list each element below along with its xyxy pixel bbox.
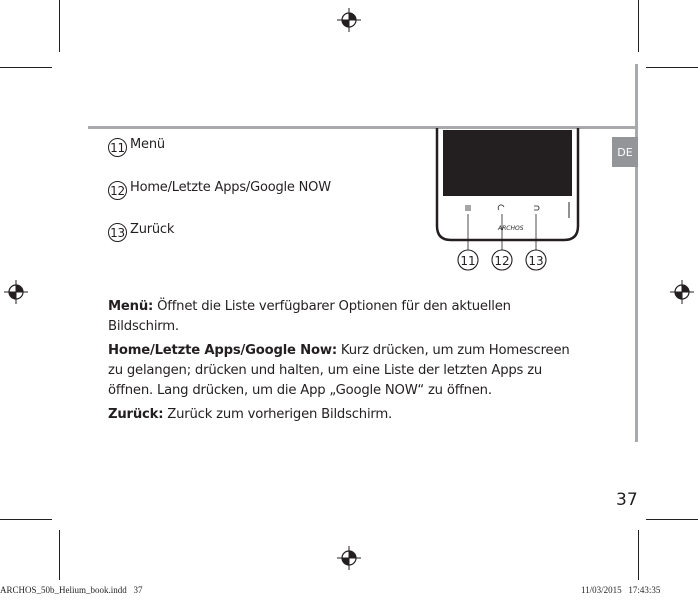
footer-timestamp: 11/03/2015 17:43:35 — [581, 585, 661, 595]
crop-mark — [646, 519, 698, 520]
item-label: Home/Letzte Apps/Google NOW — [130, 180, 331, 195]
crop-mark — [638, 530, 639, 580]
language-tab — [612, 137, 638, 167]
description-paragraph — [108, 405, 578, 425]
description-text: Öffnet die Liste verfügbarer Optionen für den aktuellen Bildschirm. — [108, 299, 511, 334]
description-term: Menü: — [108, 299, 154, 314]
list-item — [108, 220, 174, 239]
description-paragraph — [108, 341, 578, 401]
callout-number: 12 — [494, 254, 510, 268]
side-rule — [635, 64, 638, 442]
description-term: Zurück: — [108, 407, 164, 422]
crop-mark — [0, 67, 52, 68]
registration-mark-icon — [4, 280, 28, 304]
description-text: Zurück zum vorherigen Bildschirm. — [163, 407, 393, 422]
description-term: Home/Letzte Apps/Google Now: — [108, 343, 337, 358]
description-paragraph — [108, 297, 578, 337]
callout-number: 13 — [528, 254, 544, 268]
footer-file-name: ARCHOS_50b_Helium_book.indd 37 — [0, 585, 143, 595]
item-label: Menü — [130, 137, 165, 152]
callout-number: 13 — [108, 223, 127, 242]
crop-mark — [638, 0, 639, 52]
home-button-icon — [498, 205, 504, 210]
list-item — [108, 135, 165, 154]
crop-mark — [646, 67, 698, 68]
menu-button-icon — [465, 206, 471, 210]
registration-mark-icon — [670, 280, 694, 304]
device-illustration — [430, 118, 590, 278]
description-block — [108, 297, 578, 425]
crop-mark — [59, 0, 60, 52]
description-text: Kurz drücken, um zum Homescreen zu gelangen; drücken und halten, um eine Liste der letzten Apps zu öffnen. Lang drücken, um die App „Google NOW“ zu öffnen. — [108, 343, 570, 398]
back-button-icon — [534, 206, 539, 210]
callout-number: 12 — [108, 181, 127, 200]
page-number: 37 — [616, 490, 638, 510]
device-brand: ARCHOS — [498, 225, 524, 232]
registration-mark-icon — [337, 546, 361, 570]
callout-number: 11 — [108, 138, 127, 157]
device-screen — [443, 130, 572, 196]
callout-number: 11 — [460, 254, 476, 268]
item-label: Zurück — [130, 222, 175, 237]
registration-mark-icon — [337, 8, 361, 32]
crop-mark — [59, 530, 60, 580]
list-item — [108, 178, 331, 197]
crop-mark — [0, 519, 52, 520]
language-tab-label: DE — [617, 145, 633, 159]
